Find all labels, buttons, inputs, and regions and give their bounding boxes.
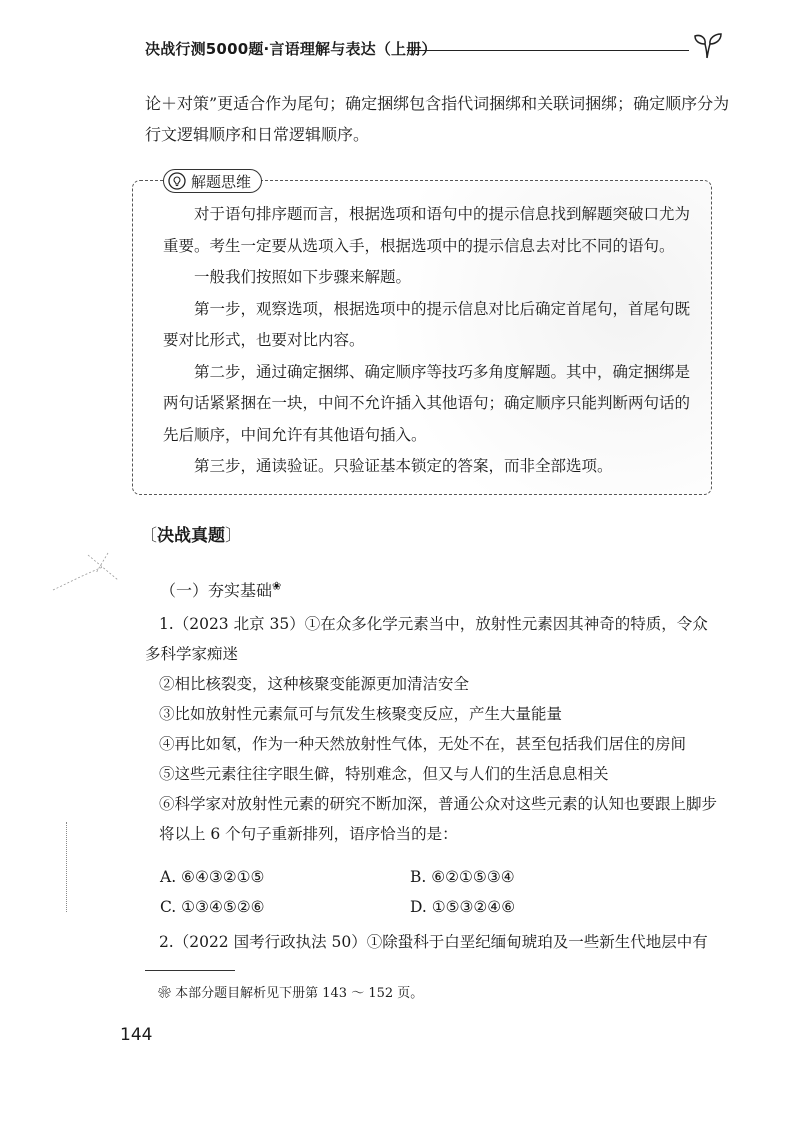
sprout-icon	[691, 32, 725, 60]
question-2	[145, 927, 720, 957]
header-title: 决战行测5000题·言语理解与表达（上册）	[145, 40, 437, 58]
intro-paragraph	[145, 88, 730, 150]
header-rule	[407, 50, 689, 51]
flower-icon: ❀	[272, 579, 282, 593]
question-item: ③比如放射性元素氚可与氘发生核聚变反应，产生大量能量	[158, 705, 562, 723]
question-stem: 2.（2022 国考行政执法 50）①除蛩科于白垩纪缅甸琥珀及一些新生代地层中有	[158, 933, 708, 951]
question-item: ⑤这些元素往往字眼生僻，特别难念，但又与人们的生活息息相关	[158, 765, 609, 783]
bracket-left: 〔	[140, 526, 157, 546]
intro-line: 行文逻辑顺序和日常逻辑顺序。	[145, 125, 370, 144]
thinking-paragraph: 第二步，通过确定捆绑、确定顺序等技巧多角度解题。其中，确定捆绑是两句话紧紧捆在一块，中间不允许插入其他语句；确定顺序只能判断两句话的先后顺序，中间允许有其他语句插入。	[163, 362, 691, 444]
subsection-heading	[160, 578, 281, 601]
section-heading	[140, 521, 242, 546]
thinking-paragraph: 一般我们按照如下步骤来解题。	[194, 268, 412, 286]
margin-mark	[66, 822, 67, 912]
subsection-title: （一）夯实基础	[160, 581, 273, 600]
footnote: ❀ 本部分题目解析见下册第 143 ～ 152 页。	[158, 986, 424, 1001]
thinking-tab	[163, 169, 262, 193]
option-b: B. ⑥②①⑤③④	[410, 868, 515, 886]
question-stem: 1.（2023 北京 35）①在众多化学元素当中，放射性元素因其神奇的特质，令众多科学家痴迷	[145, 615, 708, 663]
option-a: A. ⑥④③②①⑤	[160, 868, 265, 886]
option-d: D. ①⑤③②④⑥	[410, 898, 516, 916]
option-c: C. ①③④⑤②⑥	[160, 898, 265, 916]
question-item: ⑥科学家对放射性元素的研究不断加深，普通公众对这些元素的认知也要跟上脚步	[158, 795, 717, 813]
thinking-body	[163, 199, 693, 483]
thinking-title: 解题思维	[191, 172, 252, 191]
intro-line: 论＋对策”更适合作为尾句；确定捆绑包含指代词捆绑和关联词捆绑；确定顺序分为	[145, 94, 730, 113]
thinking-box	[132, 172, 712, 495]
footnote-rule	[145, 970, 235, 971]
running-header	[145, 38, 725, 60]
thinking-paragraph: 对于语句排序题而言，根据选项和语句中的提示信息找到解题突破口尤为重要。考生一定要从选项入手，根据选项中的提示信息去对比不同的语句。	[163, 205, 691, 255]
thinking-paragraph: 第一步，观察选项，根据选项中的提示信息对比后确定首尾句，首尾句既要对比形式，也要对比内容。	[163, 299, 691, 349]
question-1	[145, 609, 720, 849]
lightbulb-icon	[168, 172, 186, 190]
question-item: ②相比核裂变，这种核聚变能源更加清洁安全	[158, 675, 469, 693]
thinking-paragraph: 第三步，通读验证。只验证基本锁定的答案，而非全部选项。	[194, 457, 613, 475]
pencil-scribble-icon	[48, 545, 138, 595]
question-item: ④再比如氡，作为一种天然放射性气体，无处不在，甚至包括我们居住的房间	[158, 735, 686, 753]
bracket-right: 〕	[225, 526, 242, 546]
section-title: 决战真题	[157, 526, 225, 546]
page-number: 144	[120, 1025, 153, 1045]
question-prompt: 将以上 6 个句子重新排列，语序恰当的是：	[158, 825, 458, 843]
